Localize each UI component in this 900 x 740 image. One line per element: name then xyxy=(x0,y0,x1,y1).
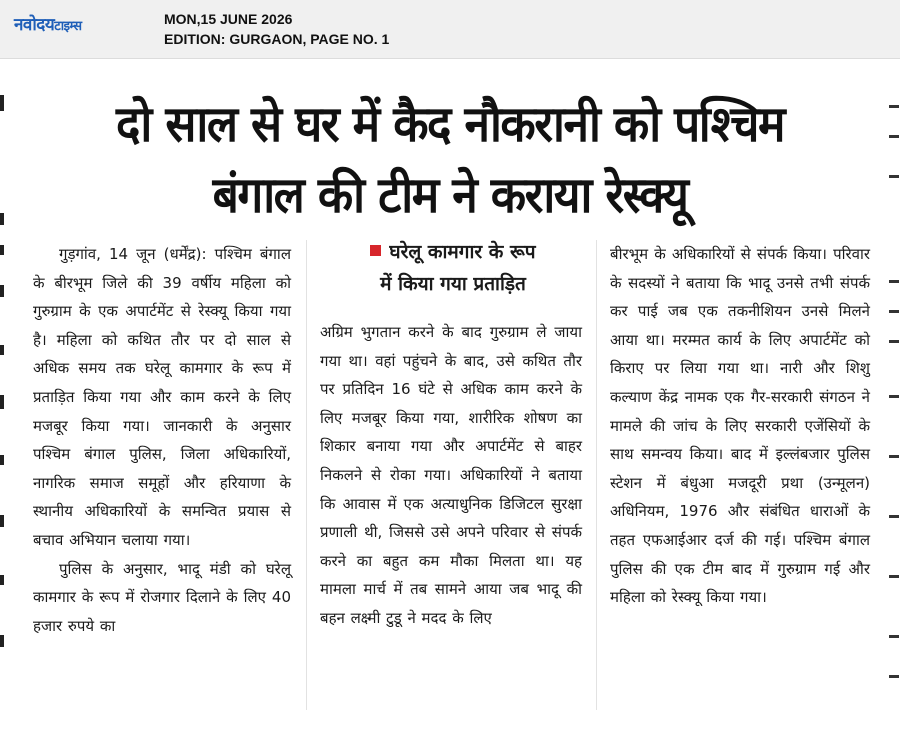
adjacent-clip-right xyxy=(883,95,900,715)
article-column-2 xyxy=(320,318,582,633)
column-divider xyxy=(306,240,307,710)
article-headline xyxy=(20,88,880,231)
column-divider xyxy=(596,240,597,710)
red-square-marker-icon xyxy=(370,245,381,256)
column-2-paragraph-1: अग्रिम भुगतान करने के बाद गुरुग्राम ले जाया गया था। वहां पहुंचने के बाद, उसे कथित तौर पर प्रतिदिन 16 घंटे से अधिक काम करने के लिए मजबूर किया गया, शारीरिक शोषण का शिकार बनाया गया और अपार्टमेंट से बाहर निकलने से रोका गया। अधिकारियों ने बताया कि आवास में एक अत्याधुनिक डिजिटल सुरक्षा प्रणाली थी, जिससे उसे अपने परिवार से संपर्क करने का बहुत कम मौका मिलता था। यह मामला मार्च में तब सामने आया जब भादू की बहन लक्ष्मी टुडू ने मदद के लिए xyxy=(320,323,582,627)
edition-date: MON,15 JUNE 2026 xyxy=(164,11,293,27)
article-subheading xyxy=(322,236,584,300)
article-column-1 xyxy=(33,240,291,640)
headline-line-2: बंगाल की टीम ने कराया रेस्क्यू xyxy=(212,165,688,225)
adjacent-clip-left xyxy=(0,95,6,715)
newspaper-logo[interactable] xyxy=(14,12,82,34)
masthead-bar xyxy=(0,0,900,59)
column-1-paragraph-1: गुड़गांव, 14 जून (धर्मेंद्र): पश्चिम बंगाल के बीरभूम जिले की 39 वर्षीय महिला को गुरुग्राम के एक अपार्टमेंट से रेस्क्यू किया गया है। महिला को कथित तौर पर दो साल से अधिक समय तक घरेलू कामगार के रूप में प्रताड़ित किया गया और काम करने के लिए मजबूर किया गया। जानकारी के अनुसार पश्चिम बंगाल पुलिस, जिला अधिकारियों, नागरिक समाज समूहों और हरियाणा के स्थानीय अधिकारियों के समन्वित प्रयास से बचाव अभियान चलाया गया। xyxy=(33,245,291,549)
logo-main: नवोदय xyxy=(14,15,55,35)
subheading-line-1: घरेलू कामगार के रूप xyxy=(322,236,584,268)
subheading-line-2: में किया गया प्रताड़ित xyxy=(380,273,526,295)
column-3-paragraph-1: बीरभूम के अधिकारियों से संपर्क किया। परिवार के सदस्यों ने बताया कि भादू उनसे तभी संपर्क कर पाई जब एक तकनीशियन उनसे मिलने आया था। मरम्मत कार्य के लिए अपार्टमेंट को किराए पर लिया गया था। नारी और शिशु कल्याण केंद्र नामक एक गैर-सरकारी संगठन ने मामले की जांच के लिए सरकारी एजेंसियों के साथ समन्वय किया। बाद में इल्लंबजार पुलिस स्टेशन में बंधुआ मजदूरी प्रथा (उन्मूलन) अधिनियम, 1976 और संबंधित धाराओं के तहत एफआईआर दर्ज की गई। पश्चिम बंगाल पुलिस की एक टीम बाद में गुरुग्राम गई और महिला को रेस्क्यू किया गया। xyxy=(610,245,870,607)
edition-meta xyxy=(164,9,389,49)
column-1-paragraph-2: पुलिस के अनुसार, भादू मंडी को घरेलू कामगार के रूप में रोजगार दिलाने के लिए 40 हजार रुपये का xyxy=(33,559,291,635)
headline-line-1: दो साल से घर में कैद नौकरानी को पश्चिम xyxy=(115,94,784,153)
logo-sub: टाइम्स xyxy=(54,19,82,34)
edition-page: EDITION: GURGAON, PAGE NO. 1 xyxy=(164,31,390,47)
article-column-3 xyxy=(610,240,870,612)
